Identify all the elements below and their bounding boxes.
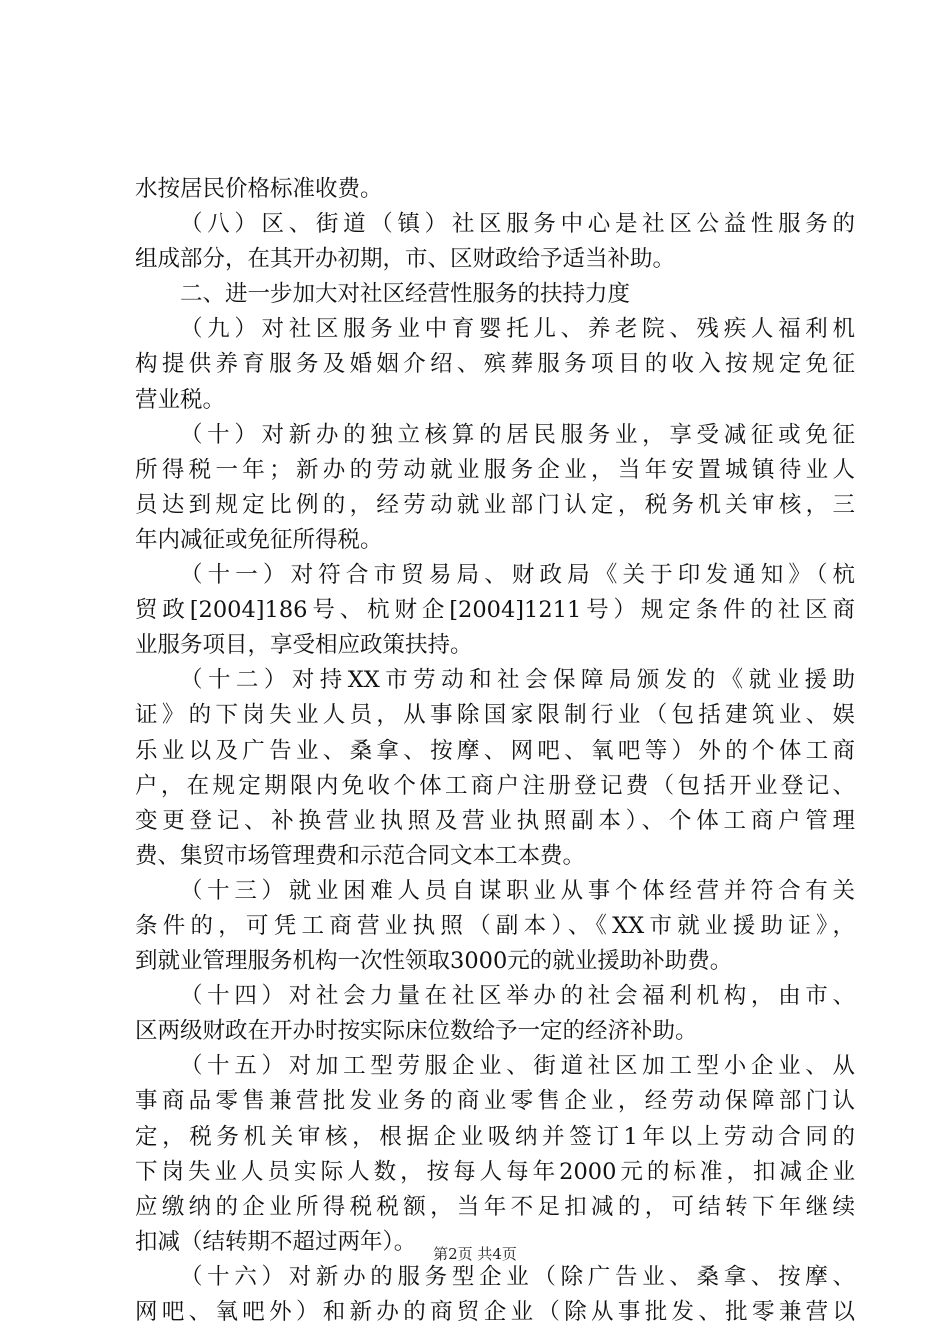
text-line: 事商品零售兼营批发业务的商业零售企业，经劳动保障部门认 <box>135 1088 855 1115</box>
text-line: 应缴纳的企业所得税税额，当年不足扣减的，可结转下年继续 <box>135 1193 855 1220</box>
text-line: 变更登记、补换营业执照及营业执照副本）、个体工商户管理 <box>135 807 855 834</box>
section-heading: 二、进一步加大对社区经营性服务的扶持力度 <box>180 281 631 308</box>
text-line: （十一）对符合市贸易局、财政局《关于印发通知》（杭 <box>180 562 855 589</box>
text-line: 定，税务机关审核，根据企业吸纳并签订1年以上劳动合同的 <box>135 1123 855 1150</box>
text-line: 员达到规定比例的，经劳动就业部门认定，税务机关审核，三 <box>135 491 855 518</box>
text-line: 所得税一年；新办的劳动就业服务企业，当年安置城镇待业人 <box>135 456 855 483</box>
text-line: 扣减（结转期不超过两年）。 <box>135 1228 417 1255</box>
text-line: 户，在规定期限内免收个体工商户注册登记费（包括开业登记、 <box>135 772 855 799</box>
text-line: 构提供养育服务及婚姻介绍、殡葬服务项目的收入按规定免征 <box>135 351 855 378</box>
text-line: （十五）对加工型劳服企业、街道社区加工型小企业、从 <box>180 1053 855 1080</box>
text-line: 区两级财政在开办时按实际床位数给予一定的经济补助。 <box>135 1018 698 1045</box>
document-body <box>135 172 855 1330</box>
text-line: （九）对社区服务业中育婴托儿、养老院、残疾人福利机 <box>180 316 855 343</box>
text-line: 组成部分，在其开办初期，市、区财政给予适当补助。 <box>135 246 676 273</box>
text-line: （十）对新办的独立核算的居民服务业，享受减征或免征 <box>180 421 855 448</box>
text-line: 营业税。 <box>135 386 226 413</box>
text-line: 到就业管理服务机构一次性领取3000元的就业援助补助费。 <box>135 948 733 975</box>
text-line: 下岗失业人员实际人数，按每人每年2000元的标准，扣减企业 <box>135 1158 855 1185</box>
text-line: （十六）对新办的服务型企业（除广告业、桑拿、按摩、 <box>180 1263 855 1290</box>
text-line: 证》的下岗失业人员，从事除国家限制行业（包括建筑业、娱 <box>135 702 855 729</box>
text-line: （十四）对社会力量在社区举办的社会福利机构，由市、 <box>180 983 855 1010</box>
text-line: 贸政[2004]186号、杭财企[2004]1211号）规定条件的社区商 <box>135 597 855 624</box>
text-line: 水按居民价格标准收费。 <box>135 176 383 202</box>
text-line: 网吧、氧吧外）和新办的商贸企业（除从事批发、批零兼营以 <box>135 1299 855 1325</box>
text-line: （十三）就业困难人员自谋职业从事个体经营并符合有关 <box>180 877 855 904</box>
text-line: 业服务项目，享受相应政策扶持。 <box>135 632 473 659</box>
page-number-footer: 第2页 共4页 <box>433 1245 517 1263</box>
text-line: 费、集贸市场管理费和示范合同文本工本费。 <box>135 842 586 869</box>
text-line: 乐业以及广告业、桑拿、按摩、网吧、氧吧等）外的个体工商 <box>135 737 855 764</box>
text-line: （八）区、街道（镇）社区服务中心是社区公益性服务的 <box>180 211 855 238</box>
text-line: 年内减征或免征所得税。 <box>135 526 383 553</box>
text-line: 条件的，可凭工商营业执照（副本）、《XX市就业援助证》， <box>135 912 855 939</box>
text-line: （十二）对持XX市劳动和社会保障局颁发的《就业援助 <box>180 667 855 694</box>
